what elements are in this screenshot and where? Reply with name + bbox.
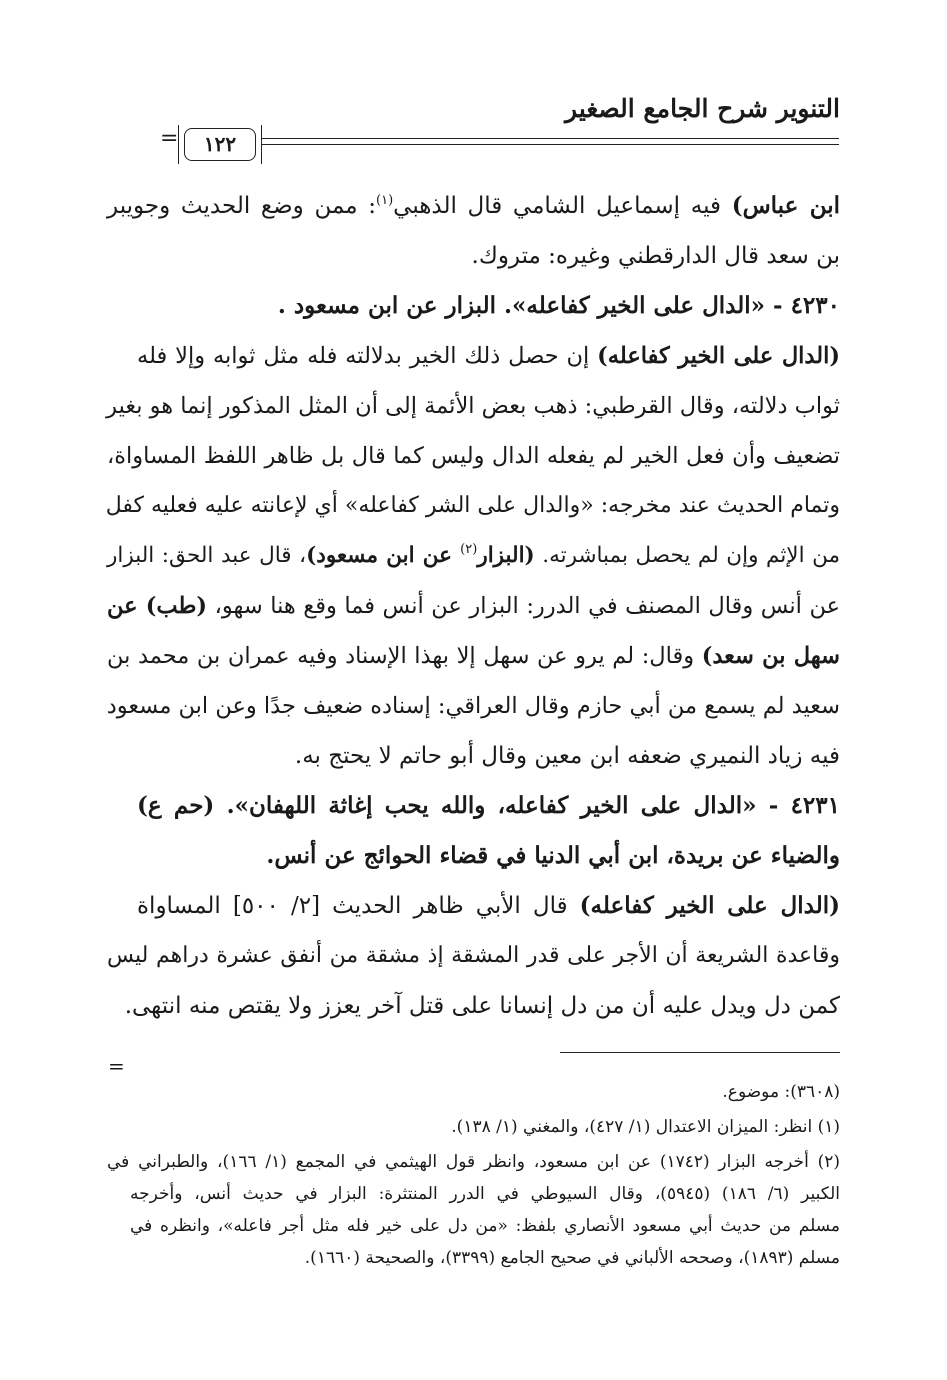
footnote-separator bbox=[560, 1052, 840, 1053]
footnote-2: (٢) أخرجه البزار (١٧٤٢) عن ابن مسعود، وانظر قول الهيثمي في المجمع (١/ ١٦٦)، والطبراني في bbox=[107, 1152, 840, 1172]
footnote-continuation-mark: = bbox=[108, 1054, 125, 1078]
text-line: ثواب دلالته، وقال القرطبي: ذهب بعض الأئمة إلى أن المثل المذكور إنما هو بغير bbox=[106, 393, 840, 419]
header-continuation-mark: = bbox=[160, 126, 179, 151]
hadith-heading: ٤٢٣٠ - «الدال على الخير كفاعله». البزار عن ابن مسعود . bbox=[277, 292, 840, 319]
footnote-ref: (١) bbox=[376, 193, 394, 208]
text-line: (الدال على الخير كفاعله) إن حصل ذلك الخير بدلالته فله مثل ثوابه وإلا فله bbox=[137, 343, 840, 369]
hadith-heading: ٤٢٣١ - «الدال على الخير كفاعله، والله يحب إغاثة اللهفان». (حم ع) bbox=[137, 792, 840, 819]
text-line: سهل بن سعد) وقال: لم يرو عن سهل إلا بهذا الإسناد وفيه عمران بن محمد بن bbox=[107, 643, 841, 669]
text-line: عن أنس وقال المصنف في الدرر: البزار عن أنس فما وقع هنا سهو، (طب) عن bbox=[107, 593, 840, 619]
footnote-line: مسلم (١٨٩٣)، وصححه الألباني في صحيح الجامع (٣٣٩٩)، والصحيحة (١٦٦٠). bbox=[304, 1248, 840, 1268]
text-line: وتمام الحديث عند مخرجه: «والدال على الشر كفاعله» أي لإعانته عليه فعليه كفل bbox=[105, 493, 840, 518]
text-line: من الإثم وإن لم يحصل بمباشرته. (البزار$^{(٢)}$ عن ابن مسعود)، قال عبد الحق: البزار bbox=[107, 542, 840, 568]
text-line: تضعيف وأن فعل الخير لم يفعله الدال وليس كما قال بل ظاهر اللفظ المساواة، bbox=[107, 443, 840, 469]
page-number-box bbox=[184, 128, 256, 161]
footnote-line: الكبير (٦/ ١٨٦) (٥٩٤٥)، وقال السيوطي في الدرر المنتثرة: البزار في حديث أنس، وأخرجه bbox=[130, 1184, 841, 1204]
text-line: (الدال على الخير كفاعله) قال الأبي ظاهر الحديث [٢/ ٥٠٠] المساواة bbox=[137, 892, 840, 919]
text-line: سعيد لم يسمع من أبي حازم وقال العراقي: إسناده ضعيف جدًا وعن ابن مسعود bbox=[106, 693, 840, 719]
header-rule-bottom bbox=[262, 144, 839, 145]
page-number: ١٢٢ bbox=[203, 132, 237, 156]
footnote-ref: (٢) bbox=[460, 542, 478, 557]
footnote-line: (٣٦٠٨): موضوع. bbox=[722, 1082, 840, 1102]
header-rule-top bbox=[262, 138, 839, 139]
hadith-heading: والضياء عن بريدة، ابن أبي الدنيا في قضاء الحوائج عن أنس. bbox=[266, 842, 840, 869]
text-line: فيه زياد النميري ضعفه ابن معين وقال أبو حاتم لا يحتج به. bbox=[294, 743, 840, 769]
text-line: بن سعد قال الدارقطني وغيره: متروك. bbox=[471, 243, 840, 269]
running-header-title: التنوير شرح الجامع الصغير bbox=[565, 94, 840, 123]
text-line: ابن عباس) فيه إسماعيل الشامي قال الذهبي$^{(١)}$: ممن وضع الحديث وجويبر bbox=[107, 192, 841, 219]
footnote-1: (١) انظر: الميزان الاعتدال (١/ ٤٢٧)، والمغني (١/ ١٣٨). bbox=[451, 1117, 840, 1137]
text-line: كمن دل ويدل عليه أن من دل إنسانا على قتل آخر يعزز ولا يقتص منه انتهى. bbox=[124, 993, 840, 1019]
footnote-line: مسلم من حديث أبي مسعود الأنصاري بلفظ: «من دل على خير فله مثل أجر فاعله»، وانظره في bbox=[130, 1216, 840, 1236]
text-line: وقاعدة الشريعة أن الأجر على قدر المشقة إذ مشقة من أنفق عشرة دراهم ليس bbox=[107, 943, 840, 968]
